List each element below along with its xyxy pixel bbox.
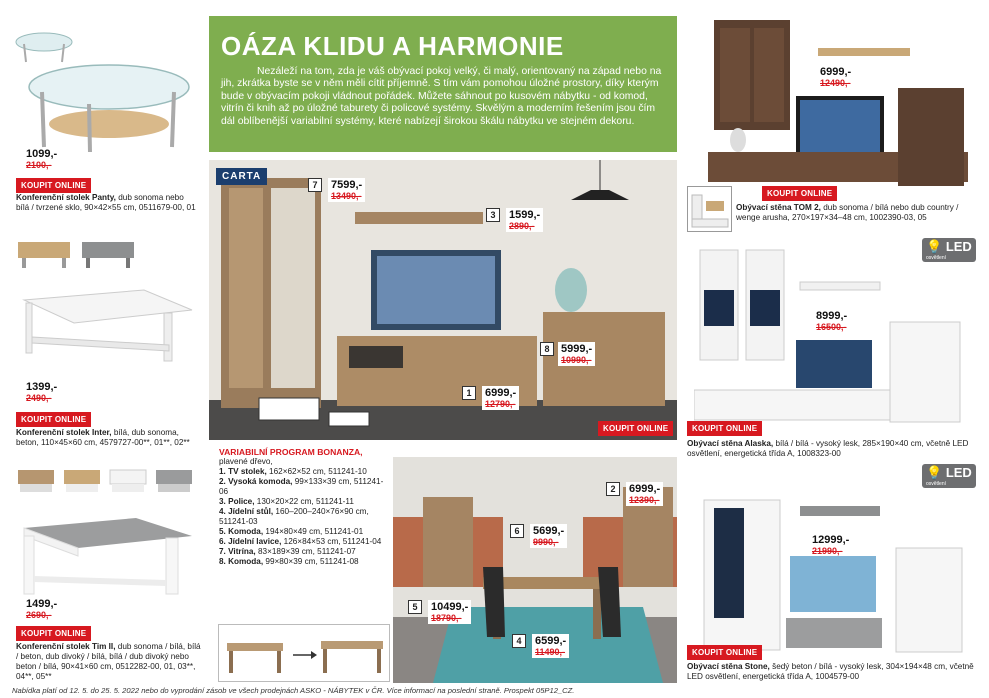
item-desc: 130×20×22 cm, 511241-11 — [254, 497, 354, 506]
badge-item-1 — [462, 386, 519, 410]
price-old: 10990,- — [561, 355, 592, 365]
panty-table-image — [14, 12, 194, 162]
item-desc: 160–200–240×76×90 cm, 511241-03 — [219, 507, 369, 526]
program-item — [219, 507, 389, 527]
tom2-description — [736, 203, 976, 223]
price-new: 5999,- — [561, 343, 593, 355]
badge-item-5 — [408, 600, 471, 624]
price-new: 6999,- — [820, 66, 852, 78]
price-new: 1599,- — [509, 209, 541, 221]
item-label: 3. Police, — [219, 497, 255, 506]
price-old: 16500,- — [816, 322, 847, 332]
item-label: 6. Jídelní lavice, — [219, 537, 282, 546]
buy-online-button[interactable]: KOUPIT ONLINE — [687, 421, 762, 436]
price-new: 1399,- — [26, 381, 58, 393]
tim-description — [16, 642, 204, 682]
badge-item-6 — [510, 524, 567, 548]
led-label: LED — [945, 239, 972, 254]
product-name: Konferenční stolek Tim II, — [16, 642, 116, 651]
led-sub: osvětlení — [926, 255, 947, 261]
item-desc: 99×80×39 cm, 511241-08 — [263, 557, 359, 566]
badge-item-7 — [308, 178, 365, 202]
extendable-table-image — [218, 624, 390, 682]
panty-variant-thumbs — [16, 238, 136, 272]
price-new: 1499,- — [26, 598, 58, 610]
product-desc: dub sonoma nebo bílá / tvrzené sklo, 90×42×55 cm, 0511679-00, 01 — [16, 193, 196, 212]
stone-description — [687, 662, 979, 682]
price-new: 8999,- — [816, 310, 848, 322]
carta-brand-logo — [216, 168, 267, 185]
price-new: 5699,- — [533, 525, 565, 537]
led-icon: 💡 — [926, 239, 943, 254]
price-old: 2100,- — [26, 160, 52, 170]
item-label: 7. Vitrína, — [219, 547, 256, 556]
badge-item-2 — [606, 482, 663, 506]
led-sub: osvětlení — [926, 481, 947, 487]
price-old: 11490,- — [535, 647, 566, 657]
price-new: 6999,- — [629, 483, 661, 495]
item-desc: 126×84×53 cm, 511241-04 — [281, 537, 382, 546]
product-desc: bílá / bílá - vysoký lesk, 285×190×40 cm, včetně LED osvětlení, energetická třída A, 1008323-00 — [687, 439, 969, 458]
item-desc: 162×62×52 cm, 511241-10 — [266, 467, 367, 476]
alaska-wall-image — [694, 244, 964, 424]
led-badge — [922, 464, 976, 488]
alaska-description — [687, 439, 979, 459]
product-name: Obývací stěna Stone, — [687, 662, 770, 671]
program-item — [219, 537, 389, 547]
item-desc: 194×80×49 cm, 511241-01 — [263, 527, 364, 536]
item-number: 5 — [408, 600, 422, 614]
buy-online-button[interactable]: KOUPIT ONLINE — [598, 421, 673, 436]
product-desc: dub sonoma / bílá, bílá / beton, dub divoký / bílá, bílá / dub divoký nebo beton / bílá, 90×41×60 cm, 0512282-00, 01, 03**, 04**, 05** — [16, 642, 201, 681]
item-label: 2. Vysoká komoda, — [219, 477, 293, 486]
program-item — [219, 477, 389, 497]
price-old: 13490,- — [331, 191, 362, 201]
product-desc: bílá, dub sonoma, beton, 110×45×60 cm, 4579727-00**, 01**, 02** — [16, 428, 190, 447]
price-new: 1099,- — [26, 148, 58, 160]
badge-item-8 — [540, 342, 595, 366]
item-desc: 99×133×39 cm, 511241-06 — [219, 477, 384, 496]
stone-price — [812, 534, 849, 556]
stone-wall-image — [700, 486, 966, 656]
product-name: Konferenční stolek Panty, — [16, 193, 116, 202]
inter-price — [26, 381, 57, 403]
buy-online-button[interactable]: KOUPIT ONLINE — [16, 178, 91, 193]
item-number: 7 — [308, 178, 322, 192]
price-new: 10499,- — [431, 601, 469, 613]
buy-online-button[interactable]: KOUPIT ONLINE — [16, 412, 91, 427]
program-item — [219, 467, 389, 477]
program-item — [219, 557, 389, 567]
price-old: 2690,- — [26, 610, 52, 620]
led-label: LED — [945, 465, 972, 480]
program-item — [219, 527, 389, 537]
alaska-price — [816, 310, 847, 332]
header-panel — [209, 16, 677, 152]
price-old: 12390,- — [629, 495, 660, 505]
product-name: Obývací stěna Alaska, — [687, 439, 774, 448]
buy-online-button[interactable]: KOUPIT ONLINE — [762, 186, 837, 201]
product-name: Konferenční stolek Inter, — [16, 428, 112, 437]
item-number: 6 — [510, 524, 524, 538]
page-title: OÁZA KLIDU A HARMONIE — [221, 31, 564, 61]
item-label: 5. Komoda, — [219, 527, 264, 536]
buy-online-button[interactable]: KOUPIT ONLINE — [16, 626, 91, 641]
program-title: VARIABILNÍ PROGRAM BONANZA, — [219, 447, 363, 457]
price-old: 12790,- — [485, 399, 516, 409]
price-old: 12490,- — [820, 78, 851, 88]
tim-table-image — [16, 516, 196, 596]
item-desc: 83×189×39 cm, 511241-07 — [255, 547, 356, 556]
item-number: 4 — [512, 634, 526, 648]
panty-price — [26, 148, 57, 170]
program-item — [219, 497, 389, 507]
price-old: 2890,- — [509, 221, 535, 231]
badge-item-4 — [512, 634, 569, 658]
footer-note: Nabídka platí od 12. 5. do 25. 5. 2022 nebo do vyprodání zásob ve všech prodejnách ASKO - NÁBYTEK v ČR. Více informací na poslední straně. Prospekt 05P12_CZ. — [12, 686, 575, 695]
item-number: 8 — [540, 342, 554, 356]
price-new: 6599,- — [535, 635, 567, 647]
item-number: 3 — [486, 208, 500, 222]
item-number: 1 — [462, 386, 476, 400]
price-old: 2490,- — [26, 393, 52, 403]
badge-item-3 — [486, 208, 543, 232]
price-old: 18790,- — [431, 613, 462, 623]
tom2-wall-image — [708, 14, 968, 190]
tom2-price — [820, 66, 851, 88]
intro-text: Nezáleží na tom, zda je váš obývací pokoj velký, či malý, orientovaný na západ nebo na jih, zkrátka byste se v něm měli cítit příjemně. S tím vám pomohou úložné prostory, díky kterým bude v obývacím pokoji vládnout pořádek. Můžete sáhnout po kusovém nábytku - od komod, vitrín či knih až po úložné taburety či policové systémy. Skvělým a moderním řešením jsou čím dál oblíbenější variabilní systémy, které nabízejí širokou škálu nábytku ve stejném dekoru. — [221, 66, 662, 127]
bonanza-room-photo — [209, 160, 677, 440]
item-label: 1. TV stolek, — [219, 467, 267, 476]
inter-variant-thumbs — [16, 466, 201, 496]
price-new: 6999,- — [485, 387, 517, 399]
led-badge — [922, 238, 976, 262]
price-old: 21990,- — [812, 546, 843, 556]
program-item — [219, 547, 389, 557]
product-desc: šedý beton / bílá - vysoký lesk, 304×194×48 cm, včetně LED osvětlení, energetická třída A, 1004579-00 — [687, 662, 974, 681]
tim-price — [26, 598, 57, 620]
item-label: 4. Jídelní stůl, — [219, 507, 274, 516]
tom2-alt-thumb — [687, 186, 732, 232]
price-old: 9990,- — [533, 537, 559, 547]
item-number: 2 — [606, 482, 620, 496]
program-subtitle: plavené dřevo, — [219, 457, 273, 466]
inter-table-image — [14, 285, 194, 365]
panty-description — [16, 193, 196, 213]
product-desc: dub sonoma / bílá nebo dub country / wenge arusha, 270×197×34–48 cm, 1002390-03, 05 — [736, 203, 959, 222]
price-new: 7599,- — [331, 179, 363, 191]
inter-description — [16, 428, 196, 448]
led-icon: 💡 — [926, 465, 943, 480]
item-label: 8. Komoda, — [219, 557, 264, 566]
buy-online-button[interactable]: KOUPIT ONLINE — [687, 645, 762, 660]
product-name: Obývací stěna TOM 2, — [736, 203, 821, 212]
bonanza-program-list — [219, 447, 389, 567]
price-new: 12999,- — [812, 534, 850, 546]
brand-text: CARTA — [222, 171, 262, 182]
